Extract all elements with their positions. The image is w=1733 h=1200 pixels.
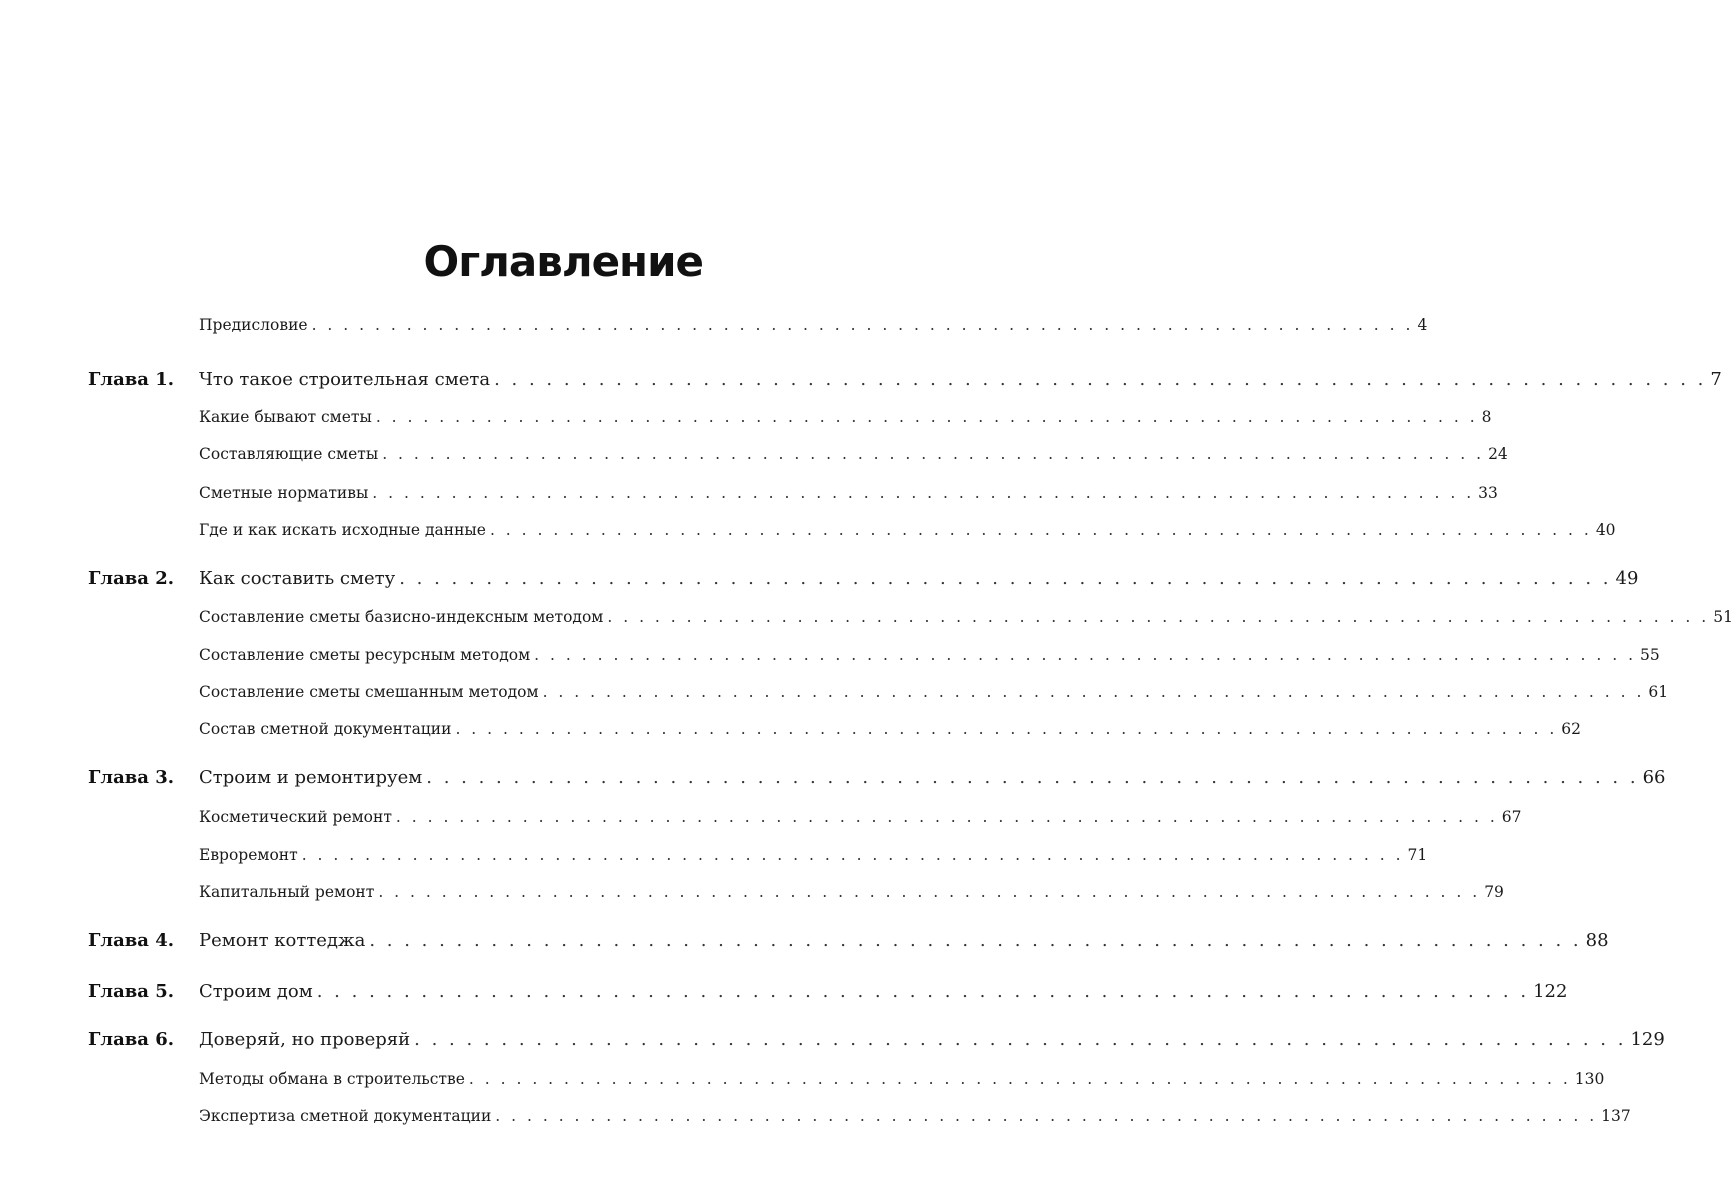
toc-page-number: 49 xyxy=(1615,568,1639,589)
chapter-label: Глава 3. xyxy=(88,767,175,788)
dot-leader: . . . . . . . . . . . . . . . . . . . . . . . . . . . . . . . . . . . . . . . . . . . . . . . . . . . . . . . . . . . . . . . . . . . . . . xyxy=(369,930,1582,951)
toc-page-number: 24 xyxy=(1488,445,1508,463)
toc-entry-title: Составление сметы базисно-индексным методом xyxy=(199,608,604,626)
toc-page-number: 71 xyxy=(1407,846,1428,864)
toc-entry-title: Составление сметы смешанным методом xyxy=(199,683,539,701)
toc-entry-chapter-3[interactable] xyxy=(199,766,1666,790)
dot-leader: . . . . . . . . . . . . . . . . . . . . . . . . . . . . . . . . . . . . . . . . . . . . . . . . . . . . . . . . . . . . . . . . . . . . . . xyxy=(372,484,1475,502)
dot-leader: . . . . . . . . . . . . . . . . . . . . . . . . . . . . . . . . . . . . . . . . . . . . . . . . . . . . . . . . . . . . . . . . . . . . . . xyxy=(414,1029,1627,1050)
toc-page-number: 8 xyxy=(1481,408,1492,426)
toc-entry-title: Ремонт коттеджа xyxy=(199,930,366,951)
dot-leader: . . . . . . . . . . . . . . . . . . . . . . . . . . . . . . . . . . . . . . . . . . . . . . . . . . . . . . . . . . . . . . . . . . . . . . xyxy=(311,316,1414,334)
toc-entry-title: Что такое строительная смета xyxy=(199,369,491,390)
toc-page-number: 130 xyxy=(1574,1070,1605,1088)
toc-entry-title: Предисловие xyxy=(199,316,308,334)
toc-entry-title: Косметический ремонт xyxy=(199,808,392,826)
toc-page-number: 122 xyxy=(1533,981,1568,1002)
toc-entry-title: Сметные нормативы xyxy=(199,484,369,502)
chapter-label: Глава 5. xyxy=(88,981,175,1002)
toc-page-number: 79 xyxy=(1484,883,1504,901)
dot-leader: . . . . . . . . . . . . . . . . . . . . . . . . . . . . . . . . . . . . . . . . . . . . . . . . . . . . . . . . . . . . . . . . . . . . . . xyxy=(301,846,1404,864)
toc-entry-section[interactable] xyxy=(199,482,1498,504)
dot-leader: . . . . . . . . . . . . . . . . . . . . . . . . . . . . . . . . . . . . . . . . . . . . . . . . . . . . . . . . . . . . . . . . . . . . . . xyxy=(607,608,1710,626)
toc-entry-title: Где и как искать исходные данные xyxy=(199,521,486,539)
toc-entry-chapter-4[interactable] xyxy=(199,929,1609,953)
dot-leader: . . . . . . . . . . . . . . . . . . . . . . . . . . . . . . . . . . . . . . . . . . . . . . . . . . . . . . . . . . . . . . . . . . . . . . xyxy=(399,568,1612,589)
toc-entry-section[interactable] xyxy=(199,406,1492,428)
dot-leader: . . . . . . . . . . . . . . . . . . . . . . . . . . . . . . . . . . . . . . . . . . . . . . . . . . . . . . . . . . . . . . . . . . . . . . xyxy=(316,981,1530,1002)
dot-leader: . . . . . . . . . . . . . . . . . . . . . . . . . . . . . . . . . . . . . . . . . . . . . . . . . . . . . . . . . . . . . . . . . . . . . . xyxy=(542,683,1645,701)
toc-entry-title: Методы обмана в строительстве xyxy=(199,1070,465,1088)
toc-page-number: 129 xyxy=(1630,1029,1665,1050)
dot-leader: . . . . . . . . . . . . . . . . . . . . . . . . . . . . . . . . . . . . . . . . . . . . . . . . . . . . . . . . . . . . . . . . . . . . . . xyxy=(489,521,1592,539)
toc-entry-chapter-5[interactable] xyxy=(199,980,1568,1004)
dot-leader: . . . . . . . . . . . . . . . . . . . . . . . . . . . . . . . . . . . . . . . . . . . . . . . . . . . . . . . . . . . . . . . . . . . . . . xyxy=(395,808,1498,826)
toc-entry-preface[interactable] xyxy=(199,314,1428,336)
toc-entry-title: Доверяй, но проверяй xyxy=(199,1029,411,1050)
toc-entry-title: Как составить смету xyxy=(199,568,396,589)
toc-page-number: 88 xyxy=(1585,930,1609,951)
toc-entry-title: Составление сметы ресурсным методом xyxy=(199,646,531,664)
chapter-label: Глава 2. xyxy=(88,568,175,589)
toc-page-number: 7 xyxy=(1710,369,1722,390)
toc-page-number: 137 xyxy=(1601,1107,1631,1125)
toc-entry-title: Строим и ремонтируем xyxy=(199,767,423,788)
toc-entry-title: Евроремонт xyxy=(199,846,298,864)
dot-leader: . . . . . . . . . . . . . . . . . . . . . . . . . . . . . . . . . . . . . . . . . . . . . . . . . . . . . . . . . . . . . . . . . . . . . . xyxy=(375,408,1478,426)
toc-entry-section[interactable] xyxy=(199,644,1660,666)
toc-entry-section[interactable] xyxy=(199,1068,1605,1090)
dot-leader: . . . . . . . . . . . . . . . . . . . . . . . . . . . . . . . . . . . . . . . . . . . . . . . . . . . . . . . . . . . . . . . . . . . . . . xyxy=(495,1107,1598,1125)
dot-leader: . . . . . . . . . . . . . . . . . . . . . . . . . . . . . . . . . . . . . . . . . . . . . . . . . . . . . . . . . . . . . . . . . . . . . . xyxy=(455,720,1558,738)
toc-page-number: 61 xyxy=(1648,683,1669,701)
toc-entry-title: Экспертиза сметной документации xyxy=(199,1107,492,1125)
toc-page-number: 55 xyxy=(1640,646,1660,664)
dot-leader: . . . . . . . . . . . . . . . . . . . . . . . . . . . . . . . . . . . . . . . . . . . . . . . . . . . . . . . . . . . . . . . . . . . . . . xyxy=(468,1070,1571,1088)
dot-leader: . . . . . . . . . . . . . . . . . . . . . . . . . . . . . . . . . . . . . . . . . . . . . . . . . . . . . . . . . . . . . . . . . . . . . . xyxy=(426,767,1639,788)
toc-page-number: 66 xyxy=(1642,767,1666,788)
toc-entry-section[interactable] xyxy=(199,806,1522,828)
toc-entry-chapter-1[interactable] xyxy=(199,368,1722,392)
toc-page-number: 67 xyxy=(1501,808,1522,826)
chapter-label: Глава 4. xyxy=(88,930,175,951)
toc-entry-section[interactable] xyxy=(199,681,1669,703)
chapter-label: Глава 6. xyxy=(88,1029,175,1050)
chapter-label: Глава 1. xyxy=(88,369,175,390)
toc-entry-section[interactable] xyxy=(199,844,1428,866)
toc-entry-section[interactable] xyxy=(199,519,1616,541)
toc-page-number: 62 xyxy=(1561,720,1582,738)
toc-entry-section[interactable] xyxy=(199,718,1582,740)
toc-entry-title: Составляющие сметы xyxy=(199,445,379,463)
toc-page-number: 33 xyxy=(1478,484,1498,502)
toc-page-number: 51 xyxy=(1713,608,1733,626)
dot-leader: . . . . . . . . . . . . . . . . . . . . . . . . . . . . . . . . . . . . . . . . . . . . . . . . . . . . . . . . . . . . . . . . . . . . . . xyxy=(382,445,1485,463)
toc-entry-title: Состав сметной документации xyxy=(199,720,452,738)
toc-entry-chapter-6[interactable] xyxy=(199,1028,1665,1052)
dot-leader: . . . . . . . . . . . . . . . . . . . . . . . . . . . . . . . . . . . . . . . . . . . . . . . . . . . . . . . . . . . . . . . . . . . . . . xyxy=(534,646,1637,664)
toc-entry-section[interactable] xyxy=(199,1105,1631,1127)
toc-entry-section[interactable] xyxy=(199,881,1504,903)
toc-entry-section[interactable] xyxy=(199,443,1508,465)
toc-entry-section[interactable] xyxy=(199,606,1733,628)
toc-entry-title: Капитальный ремонт xyxy=(199,883,375,901)
toc-entry-chapter-2[interactable] xyxy=(199,567,1639,591)
dot-leader: . . . . . . . . . . . . . . . . . . . . . . . . . . . . . . . . . . . . . . . . . . . . . . . . . . . . . . . . . . . . . . . . . . . . . . xyxy=(378,883,1481,901)
toc-entry-title: Какие бывают сметы xyxy=(199,408,372,426)
toc-page-number: 4 xyxy=(1417,316,1428,334)
toc-entry-title: Строим дом xyxy=(199,981,313,1002)
dot-leader: . . . . . . . . . . . . . . . . . . . . . . . . . . . . . . . . . . . . . . . . . . . . . . . . . . . . . . . . . . . . . . . . . . . . . . xyxy=(494,369,1707,390)
page-title: Оглавление xyxy=(423,237,703,286)
toc-page-number: 40 xyxy=(1595,521,1616,539)
